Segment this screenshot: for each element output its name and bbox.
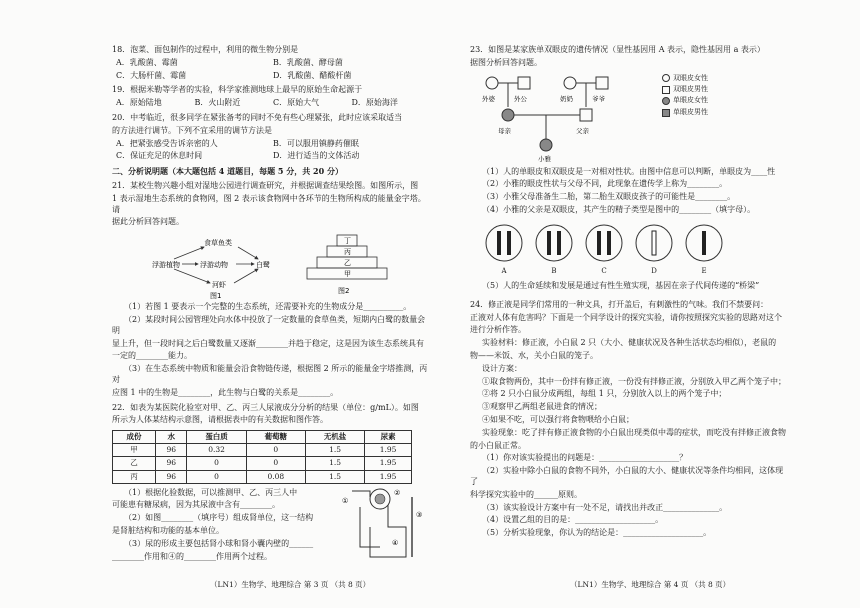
question-24	[470, 299, 790, 540]
label-paternal-grandma: 奶奶	[560, 94, 573, 103]
q19-stem: 19．根据米勒等学者的实验，科学家推测地球上最早的原始生命起源于	[112, 85, 363, 95]
label-paternal-grandpa: 爷爷	[592, 94, 605, 103]
label-maternal-grandpa: 外公	[514, 94, 527, 103]
q19-option-b: B．火山附近	[194, 98, 241, 108]
table-header: 成份	[113, 431, 156, 444]
q24-stem-1: 24．修正液是同学们常用的一种文具，打开盖后，有刺激性的气味。我们不禁要问：	[470, 299, 769, 309]
q23-sub-5: （5）人的生命延续和发展是通过有性生殖实现，基因在亲子代间传递的“桥梁”	[482, 281, 760, 291]
node-grass-carp: 食草鱼类	[204, 239, 232, 248]
q20-option-b: B．可以服用镇静药催眠	[273, 138, 359, 148]
label-mother: 母亲	[498, 126, 511, 135]
q21-sub-2c: 一定的________能力。	[112, 351, 192, 361]
q21-figures	[152, 233, 430, 299]
q18-option-d: D．乳酸菌、醋酸杆菌	[273, 70, 352, 80]
q21-sub-2a: （2）某段时间公园管理处向水体中投放了一定数量的食草鱼类，短期内白鹭的数量会明	[112, 314, 426, 335]
q23-sub-1: （1）人的单眼皮和双眼皮是一对相对性状。由图中信息可以判断，单眼皮为____性	[482, 166, 776, 176]
table-row: 乙 96 0 0 1.5 1.95	[113, 457, 412, 470]
page-footer-right: （LN1）生物学、地理综合 第 4 页 （共 8 页）	[570, 579, 731, 589]
label-xiaoya: 小雅	[538, 154, 551, 163]
q20-stem-2: 的方法进行调节。下列不宜采用的调节方法是	[112, 125, 272, 135]
table-row: 甲 96 0.32 0 1.5 1.95	[113, 444, 412, 457]
q20-option-a: A．把紧张感受告诉亲密的人	[116, 138, 218, 148]
q24-stem-2: 正液对人体有危害吗？下面是一个同学设计的探究实验，请你按照探究实验的思路对这个	[470, 312, 782, 322]
table-header: 葡萄糖	[246, 431, 305, 444]
q19-option-a: A．原始陆地	[116, 98, 162, 108]
single-eyelid-female-icon	[662, 97, 670, 105]
q18-option-c: C．大肠杆菌、霉菌	[116, 70, 187, 80]
pedigree-legend: 双眼皮女性 双眼皮男性 单眼皮女性 单眼皮男性	[662, 73, 708, 119]
q24-step-4: ④如果不吃，可以强行将食物喂给小白鼠；	[482, 414, 634, 424]
q23-stem-2: 据图分析回答问题。	[470, 57, 542, 67]
cell-options	[484, 223, 790, 276]
question-19	[112, 84, 430, 110]
fig2-caption: 图2	[338, 287, 350, 296]
label-2: ②	[394, 488, 401, 497]
q24-sub-1: （1）你对该实验提出的问题是：____________________？	[482, 453, 688, 463]
q22-sub-2a: （2）如图________（填序号）组成肾单位，这一结构	[124, 513, 314, 523]
label-1: ①	[342, 496, 349, 505]
cell-c: C	[584, 223, 624, 276]
label-3: ③	[416, 510, 423, 519]
label-father: 父亲	[576, 126, 589, 135]
node-phytoplankton: 浮游植物	[152, 261, 180, 270]
q22-stem-2: 所示为人体某结构示意图，请根据表中的有关数据和图作答。	[112, 415, 328, 425]
double-eyelid-female-icon	[662, 74, 670, 82]
page-footer-left: （LN1）生物学、地理综合 第 3 页 （共 8 页）	[210, 579, 371, 589]
q24-material-1: 实验材料：修正液，小白鼠 2 只（大小、健康状况及各种生活状态均相似），老鼠的	[482, 338, 777, 348]
q24-phenomenon-1: 实验现象：吃了拌有修正液食物的小白鼠出现类似中毒的症状，而吃没有拌修正液食物	[482, 427, 786, 437]
q22-sub-3b: ________作用和④的________作用两个过程。	[112, 551, 272, 561]
q24-step-3: ③观察甲乙两组老鼠进食的情况；	[482, 402, 602, 412]
q21-stem-1: 21．某校生物兴趣小组对湿地公园进行调查研究，并根据调查结果绘图。如图所示，图	[112, 180, 419, 190]
level-bing: 丙	[344, 248, 351, 257]
single-eyelid-male-icon	[662, 109, 670, 117]
q24-design: 设计方案：	[482, 363, 522, 373]
q23-sub-4: （4）小雅的父亲是双眼皮，其产生的精子类型是图中的________（填字母）。	[482, 204, 756, 214]
q21-sub-3b: 应图 1 中的生物是________，此生物与白鹭的关系是________。	[112, 387, 339, 397]
q21-sub-1: （1）若图 1 要表示一个完整的生态系统，还需要补充的生物成分是__________。	[124, 302, 412, 312]
question-22	[112, 402, 430, 565]
q19-option-d: D．原始海洋	[351, 98, 398, 108]
q22-sub-2b: 是肾脏结构和功能的基本单位。	[112, 526, 224, 536]
table-header: 尿素	[365, 431, 412, 444]
question-23	[470, 44, 790, 293]
q23-sub-2: （2）小雅的眼皮性状与父母不同，此现象在遗传学上称为________。	[482, 179, 728, 189]
food-web-diagram	[152, 237, 282, 299]
table-header: 无机盐	[305, 431, 364, 444]
urine-table	[112, 430, 412, 484]
q24-material-2: 物——米饭、水，关小白鼠的笼子。	[470, 351, 598, 360]
right-page	[470, 44, 790, 542]
q21-sub-2b: 显上升，但一段时间之后白鹭数量又逐渐________并趋于稳定，这是因为该生态系统具有	[112, 338, 424, 348]
q22-sub-1b: 可能患有糖尿病，因为其尿液中含有________。	[112, 500, 280, 510]
double-eyelid-male-icon	[662, 86, 670, 94]
cell-a: A	[484, 223, 524, 276]
section-heading: 二、分析说明题（本大题包括 4 道题目，每题 5 分，共 20 分）	[112, 166, 343, 177]
level-ding: 丁	[344, 237, 351, 246]
question-20	[112, 112, 430, 163]
q19-option-c: C．原始大气	[273, 98, 320, 108]
label-maternal-grandma: 外婆	[482, 94, 495, 103]
node-shrimp: 河虾	[212, 281, 226, 290]
q24-step-2: ②将 2 只小白鼠分成两组，每组 1 只，分别放入以上的两个笼子中；	[482, 389, 727, 399]
node-egret: 白鹭	[256, 261, 270, 270]
q21-stem-3: 据此分析回答问题。	[112, 217, 184, 227]
q20-option-d: D．进行适当的文体活动	[273, 151, 360, 161]
node-zooplankton: 浮游动物	[200, 261, 228, 270]
q20-stem-1: 20．中考临近，很多同学在紧张备考的同时不免有些心理紧张，此时应该采取适当	[112, 112, 403, 122]
q23-stem-1: 23．如图是某家族单双眼皮的遗传情况（显性基因用 A 表示，隐性基因用 a 表示）	[470, 45, 765, 54]
q18-option-a: A．乳酸菌、霉菌	[116, 57, 178, 67]
q23-sub-3: （3）小雅父母准备生二胎，第二胎生双眼皮孩子的可能性是________。	[482, 192, 736, 202]
nephron-diagram	[340, 487, 430, 565]
label-4: ④	[392, 538, 399, 547]
q24-sub-2a: （2）实验中除小白鼠的食物不同外，小白鼠的大小、健康状况等条件均相同，这体现了	[470, 466, 784, 486]
question-18	[112, 44, 430, 82]
cell-e: E	[684, 223, 724, 276]
q21-stem-2: 1 表示湿地生态系统的食物网，图 2 表示该食物网中各环节的生物所构成的能量金字塔。请	[112, 193, 426, 214]
q21-sub-3a: （3）在生态系统中物质和能量会沿食物链传递，根据图 2 所示的能量金字塔推测，丙对	[112, 364, 428, 384]
q22-sub-1a: （1）根据化验数据，可以推测甲、乙、丙三人中	[124, 487, 298, 497]
q24-sub-2b: 科学探究实验中的______原则。	[470, 489, 582, 499]
q18-option-b: B．乳酸菌、酵母菌	[273, 57, 343, 67]
cell-d: D	[634, 223, 674, 276]
level-yi: 乙	[344, 259, 351, 268]
energy-pyramid	[302, 233, 392, 299]
table-header: 蛋白质	[187, 431, 246, 444]
cell-b: B	[534, 223, 574, 276]
q24-step-1: ①取食物两份，其中一份拌有修正液，一份没有拌修正液，分别放入甲乙两个笼子中；	[482, 376, 786, 386]
pedigree-chart	[480, 73, 650, 163]
q24-sub-3: （3）该实验设计方案中有一处不足，请找出并改正______________。	[482, 502, 728, 512]
q24-sub-5: （5）分析实验现象，你认为的结论是：____________________。	[482, 528, 712, 538]
q24-phenomenon-2: 的小白鼠正常。	[470, 440, 526, 450]
q22-sub-3a: （3）尿的形成主要包括肾小球和肾小囊内壁的______	[124, 538, 314, 548]
q18-stem: 18．泡菜、面包制作的过程中，利用的微生物分别是	[112, 45, 299, 54]
left-page	[112, 44, 430, 567]
q24-stem-3: 进行分析作答。	[470, 325, 526, 335]
fig1-caption: 图1	[210, 292, 222, 300]
level-jia: 甲	[344, 270, 351, 279]
table-row: 丙 96 0 0.08 1.5 1.95	[113, 470, 412, 483]
question-21	[112, 180, 430, 400]
table-header: 水	[156, 431, 187, 444]
q24-sub-4: （4）设置乙组的目的是：____________________。	[482, 515, 664, 525]
q22-stem-1: 22．如表为某医院化验室对甲、乙、丙三人尿液成分分析的结果（单位：g/mL）。如图	[112, 402, 419, 412]
q20-option-c: C．保证充足的休息时间	[116, 151, 203, 161]
